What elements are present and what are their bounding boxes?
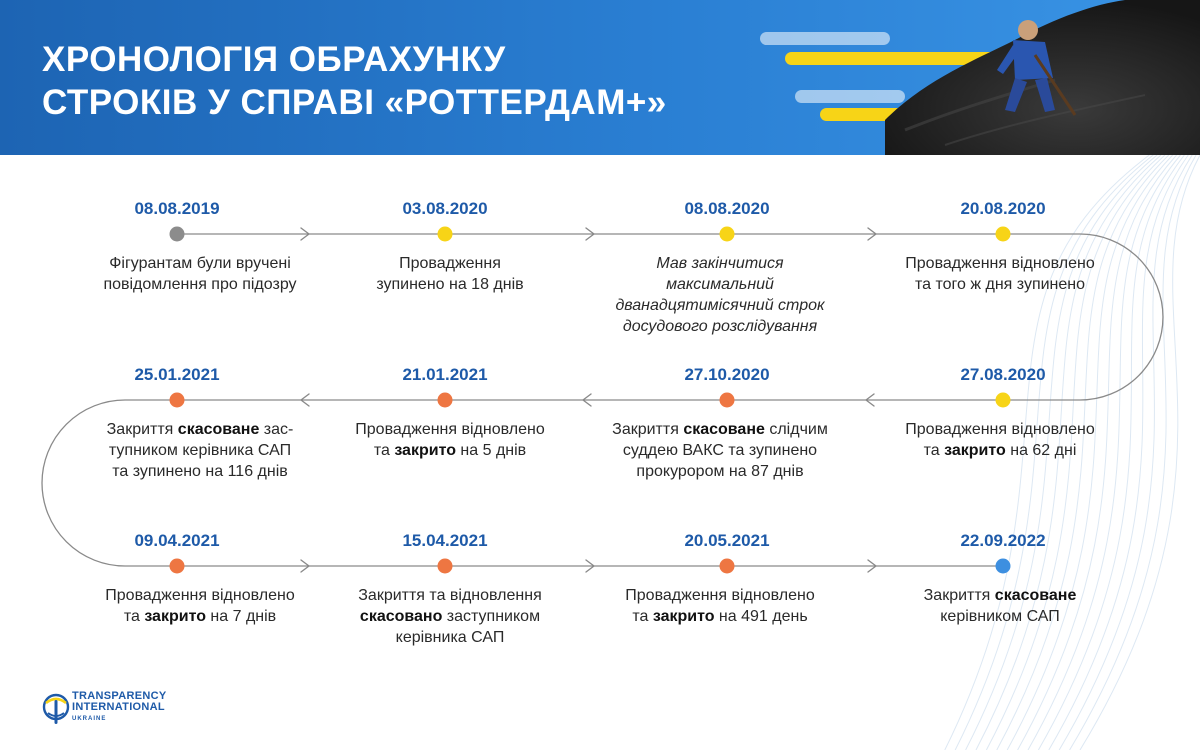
ti-globe-icon [42, 691, 70, 729]
bold-term: закрито [652, 608, 715, 625]
timeline-dot [170, 227, 185, 242]
timeline-description [602, 419, 838, 482]
description-line [82, 419, 318, 440]
timeline-date: 27.08.2020 [960, 365, 1046, 384]
timeline-date: 15.04.2021 [402, 531, 488, 550]
bold-term: скасоване [177, 421, 260, 438]
description-line [602, 316, 838, 337]
timeline-description [880, 253, 1120, 295]
text-segment: та [923, 442, 945, 459]
description-line [82, 585, 318, 606]
text-segment: Провадження відновлено [905, 255, 1095, 272]
description-line [880, 253, 1120, 274]
timeline-date: 27.10.2020 [684, 365, 770, 384]
text-segment: Фігурантам були вручені [109, 255, 291, 272]
text-segment: зас- [259, 421, 294, 438]
logo-line1: TRANSPARENCY [72, 690, 167, 702]
timeline-dot [438, 227, 453, 242]
text-segment: слідчим [764, 421, 828, 438]
timeline-dot [996, 393, 1011, 408]
timeline-dot [438, 393, 453, 408]
timeline-description [880, 419, 1120, 461]
description-line [602, 585, 838, 606]
text-segment: прокурором на 87 днів [636, 463, 804, 480]
text-segment: Закриття [923, 587, 995, 604]
description-line [602, 606, 838, 627]
text-segment: на 491 день [714, 608, 808, 625]
timeline-date: 21.01.2021 [402, 365, 488, 384]
timeline-description [332, 419, 568, 461]
description-line [332, 606, 568, 627]
bold-term: скасовано [359, 608, 443, 625]
description-line [82, 440, 318, 461]
timeline-dot [170, 559, 185, 574]
text-segment: та [123, 608, 145, 625]
timeline-description [82, 585, 318, 627]
timeline-date: 25.01.2021 [134, 365, 220, 384]
description-line [880, 606, 1120, 627]
text-segment: та того ж дня зупинено [914, 276, 1086, 293]
description-line [880, 274, 1120, 295]
timeline-date: 08.08.2019 [134, 199, 220, 218]
page-title-line1: ХРОНОЛОГІЯ ОБРАХУНКУ [42, 40, 506, 79]
description-line [880, 440, 1120, 461]
text-segment: дванадцятимісячний строк [615, 297, 825, 314]
description-line [332, 419, 568, 440]
text-segment: Закриття та відновлення [358, 587, 542, 604]
text-segment: Мав закінчитися максимальний [656, 255, 784, 293]
description-line [332, 627, 568, 648]
logo-line2: INTERNATIONAL [72, 701, 165, 713]
timeline-dot [996, 559, 1011, 574]
timeline-dot [720, 559, 735, 574]
text-segment: на 7 днів [205, 608, 277, 625]
text-segment: зупинено на 18 днів [376, 276, 524, 293]
description-line [880, 419, 1120, 440]
text-segment: Провадження відновлено [625, 587, 815, 604]
text-segment: Закриття [612, 421, 684, 438]
description-line [602, 253, 838, 295]
text-segment: на 5 днів [455, 442, 527, 459]
page-title-line2: СТРОКІВ У СПРАВІ «РОТТЕРДАМ+» [42, 83, 667, 122]
description-line [82, 274, 318, 295]
timeline-description [82, 419, 318, 482]
timeline-date: 03.08.2020 [402, 199, 488, 218]
description-line [332, 585, 568, 606]
text-segment: Провадження відновлено [105, 587, 295, 604]
timeline-description [82, 253, 318, 295]
text-segment: тупником керівника САП [108, 442, 292, 459]
text-segment: на 62 дні [1005, 442, 1077, 459]
timeline-description [332, 253, 568, 295]
timeline-date: 09.04.2021 [134, 531, 220, 550]
bold-term: закрито [394, 442, 456, 459]
description-line [332, 253, 568, 274]
bold-term: скасоване [994, 587, 1077, 604]
bold-term: закрито [944, 442, 1006, 459]
description-line [880, 585, 1120, 606]
text-segment: Провадження відновлено [905, 421, 1095, 438]
text-segment: повідомлення про підозру [103, 276, 297, 293]
timeline-date: 20.05.2021 [684, 531, 770, 550]
text-segment: та [632, 608, 653, 625]
description-line [332, 274, 568, 295]
timeline-dot [170, 393, 185, 408]
text-segment: Закриття [106, 421, 178, 438]
timeline-description [880, 585, 1120, 627]
description-line [602, 295, 838, 316]
timeline-dot [438, 559, 453, 574]
timeline-date: 08.08.2020 [684, 199, 770, 218]
text-segment: досудового розслідування [622, 318, 818, 335]
description-line [82, 606, 318, 627]
logo-line3: UKRAINE [72, 716, 107, 722]
timeline-description [332, 585, 568, 648]
description-line [602, 419, 838, 440]
text-segment: Провадження відновлено [355, 421, 545, 438]
logo-text [72, 691, 166, 725]
text-segment: Провадження [399, 255, 501, 272]
timeline-dot [996, 227, 1011, 242]
timeline-date: 22.09.2022 [960, 531, 1046, 550]
bold-term: скасоване [683, 421, 765, 438]
timeline-dot [720, 227, 735, 242]
bold-term: закрито [144, 608, 206, 625]
timeline-description [602, 585, 838, 627]
timeline-description [602, 253, 838, 337]
description-line [332, 440, 568, 461]
text-segment: та [373, 442, 395, 459]
description-line [82, 461, 318, 482]
text-segment: та зупинено на 116 днів [112, 463, 288, 480]
description-line [82, 253, 318, 274]
description-line [602, 461, 838, 482]
text-segment: суддею ВАКС та зупинено [622, 442, 818, 459]
ti-ukraine-logo [42, 691, 242, 731]
text-segment: керівника САП [395, 629, 505, 646]
text-segment: керівником САП [940, 608, 1060, 625]
text-segment: заступником [442, 608, 541, 625]
timeline-dot [720, 393, 735, 408]
description-line [602, 440, 838, 461]
timeline-date: 20.08.2020 [960, 199, 1046, 218]
